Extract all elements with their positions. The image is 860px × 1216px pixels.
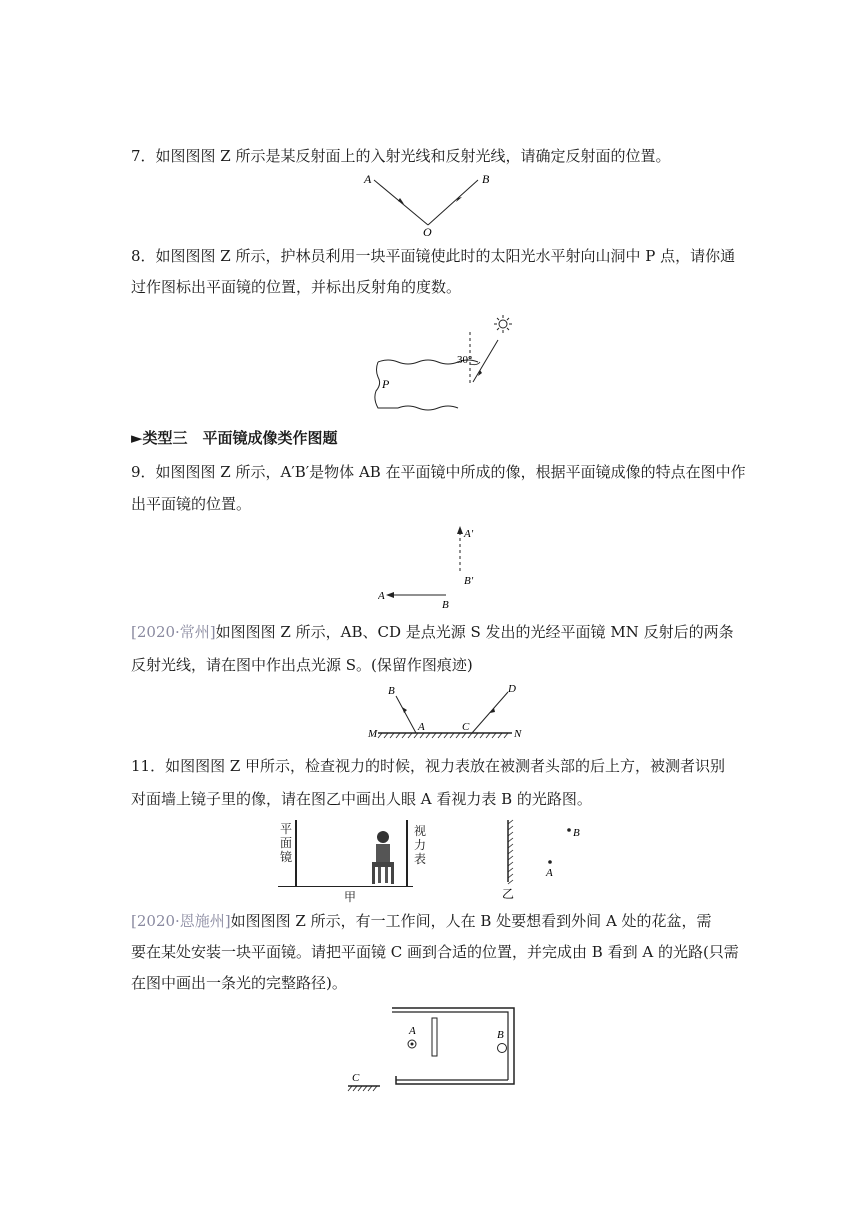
q12-figure xyxy=(344,1006,524,1096)
q10-line1-rest: 如图图图 Z 所示，AB、CD 是点光源 S 发出的光经平面镜 MN 反射后的两条 xyxy=(215,623,734,641)
q12-label-c: C xyxy=(352,1072,360,1084)
q7-text: 7．如图图图 Z 所示是某反射面上的入射光线和反射光线，请确定反射面的位置。 xyxy=(131,147,671,165)
q11-line1: 11．如图图图 Z 甲所示，检查视力的时候，视力表放在被测者头部的后上方，被测者识别 xyxy=(131,757,726,775)
q11-figure-yi xyxy=(498,818,583,902)
section-heading: ►类型三 平面镜成像类作图题 xyxy=(131,429,338,447)
q9-object-arrowhead xyxy=(386,592,394,598)
q11-caption-jia: 甲 xyxy=(344,890,357,904)
q12-label-b: B xyxy=(497,1029,504,1041)
q12-room-outer xyxy=(392,1008,514,1084)
q8-line1: 8．如图图图 Z 所示，护林员利用一块平面镜使此时的太阳光水平射向山洞中 P 点，请你通 xyxy=(131,247,736,265)
q8-sun-ray xyxy=(473,340,498,382)
q11-point-a xyxy=(548,860,552,864)
q7-label-a: A xyxy=(364,172,372,186)
q10-label-b: B xyxy=(388,685,395,697)
q11-label-a: A xyxy=(546,867,553,879)
q9-label-b-prime: B′ xyxy=(464,575,474,587)
q10-label-m: M xyxy=(368,728,378,740)
q10-figure xyxy=(364,680,534,742)
q9-figure xyxy=(378,522,488,610)
q8-angle-label: 30° xyxy=(457,354,473,366)
q11-point-b xyxy=(567,828,571,832)
q9-label-a-prime: A′ xyxy=(464,528,474,540)
person-icon xyxy=(366,828,400,886)
q8-figure xyxy=(370,310,530,415)
q12-person-b xyxy=(498,1044,507,1053)
q11-caption-yi: 乙 xyxy=(502,887,515,901)
q7-figure xyxy=(360,170,500,236)
q8-line2: 过作图标出平面镜的位置，并标出反射角的度数。 xyxy=(131,278,462,296)
q11-eye-chart xyxy=(406,820,408,886)
q12-partition xyxy=(432,1018,437,1056)
q7-label-b: B xyxy=(482,172,490,186)
q12-line3: 在图中画出一条光的完整路径)。 xyxy=(131,974,347,992)
q11-plane-mirror xyxy=(295,820,297,886)
q11-line2: 对面墙上镜子里的像，请在图乙中画出人眼 A 看视力表 B 的光路图。 xyxy=(131,790,592,808)
q10-ray-ab xyxy=(396,696,416,733)
q11-label-b: B xyxy=(573,827,580,839)
q10-label-d: D xyxy=(508,683,516,695)
q11-figure xyxy=(278,816,583,904)
q11-chart-label: 视力表 xyxy=(414,824,427,866)
q9-line2: 出平面镜的位置。 xyxy=(131,495,252,513)
q10-ray-cd xyxy=(472,692,508,733)
q12-label-a: A xyxy=(409,1025,416,1037)
q12-line1 xyxy=(131,911,712,931)
q10-label-c: C xyxy=(462,721,470,733)
q9-line1: 9．如图图图 Z 所示，A′B′是物体 AB 在平面镜中所成的像，根据平面镜成像的特点在图中作 xyxy=(131,463,746,481)
q10-line2: 反射光线，请在图中作出点光源 S。(保留作图痕迹) xyxy=(131,656,473,674)
sun-icon xyxy=(494,315,512,333)
q8-label-p: P xyxy=(382,377,390,391)
q12-source: [2020·恩施州] xyxy=(131,912,231,930)
q12-line2: 要在某处安装一块平面镜。请把平面镜 C 画到合适的位置，并完成由 B 看到 A 的光路(只需 xyxy=(131,943,739,961)
q9-image-arrowhead xyxy=(457,526,463,534)
q7-label-o: O xyxy=(423,225,432,236)
q10-line1 xyxy=(131,622,734,642)
q9-label-a: A xyxy=(378,590,385,602)
q10-source: [2020·常州] xyxy=(131,623,216,641)
q12-room-inner xyxy=(392,1012,508,1080)
q12-line1-rest: 如图图图 Z 所示，有一工作间，人在 B 处要想看到外间 A 处的花盆，需 xyxy=(230,912,712,930)
q10-label-a: A xyxy=(418,721,425,733)
q11-mirror-label: 平面镜 xyxy=(280,822,293,864)
q10-label-n: N xyxy=(514,728,522,740)
q9-label-b: B xyxy=(442,599,449,610)
